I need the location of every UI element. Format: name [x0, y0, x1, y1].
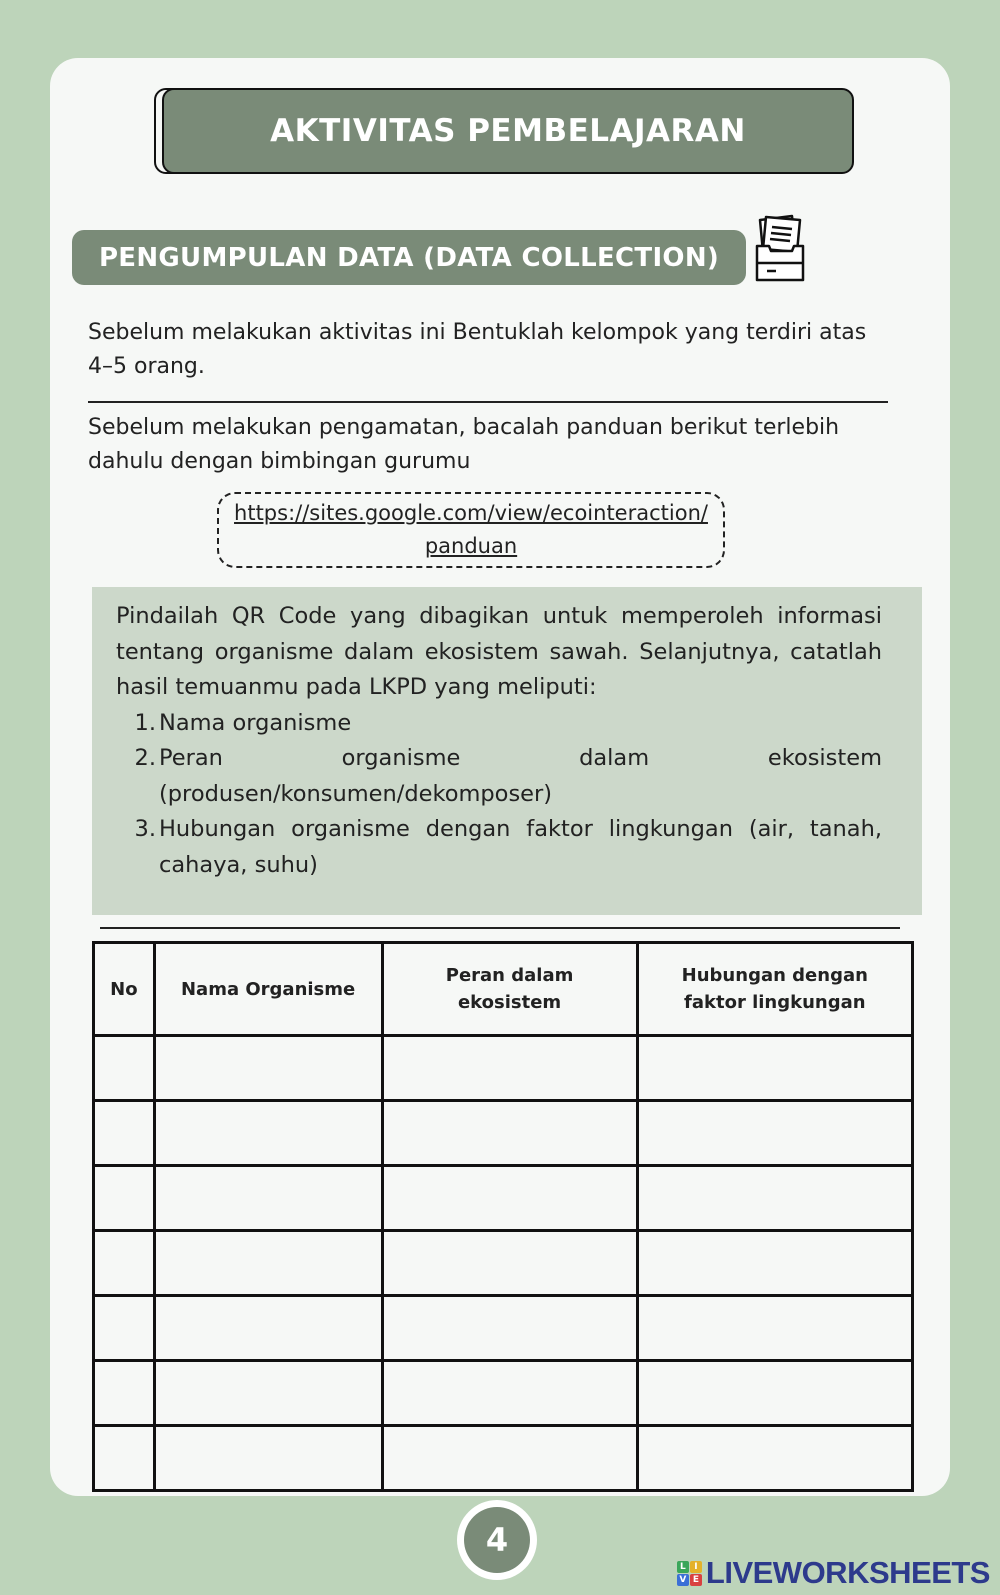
list-item: [116, 706, 882, 742]
title-banner: [154, 88, 854, 174]
table-cell[interactable]: [382, 1036, 637, 1101]
divider: [100, 927, 900, 929]
brand-logo[interactable]: [677, 1555, 990, 1591]
table-cell[interactable]: [94, 1036, 155, 1101]
table-cell[interactable]: [637, 1231, 912, 1296]
table-row: [94, 1036, 913, 1101]
table-cell[interactable]: [382, 1101, 637, 1166]
header-role: Peran dalam ekosistem: [382, 943, 637, 1036]
table-cell[interactable]: [154, 1426, 382, 1491]
table-cell[interactable]: [637, 1426, 912, 1491]
table-cell[interactable]: [94, 1101, 155, 1166]
guide-link[interactable]: [217, 492, 725, 568]
table-cell[interactable]: [94, 1426, 155, 1491]
list-number: 3.: [134, 816, 156, 842]
table-cell[interactable]: [154, 1361, 382, 1426]
brand-name: LIVEWORKSHEETS: [705, 1555, 990, 1590]
table-cell[interactable]: [382, 1231, 637, 1296]
table-row: [94, 1361, 913, 1426]
section-heading: PENGUMPULAN DATA (DATA COLLECTION): [72, 230, 746, 285]
page-number: 4: [464, 1507, 530, 1573]
table-row: [94, 1231, 913, 1296]
list-number: 2.: [134, 745, 156, 771]
table-cell[interactable]: [94, 1361, 155, 1426]
observation-table: [92, 941, 914, 1492]
table-header-row: [94, 943, 913, 1036]
list-number: 1.: [134, 709, 156, 736]
table-cell[interactable]: [154, 1231, 382, 1296]
list-text-continued: (produsen/konsumen/dekomposer): [159, 780, 553, 807]
page-number-badge: [457, 1500, 537, 1580]
table-cell[interactable]: [94, 1231, 155, 1296]
table-row: [94, 1426, 913, 1491]
table-cell[interactable]: [637, 1296, 912, 1361]
guide-link-text[interactable]: https://sites.google.com/view/ecointeraction/panduan: [234, 501, 708, 558]
table-row: [94, 1296, 913, 1361]
table-cell[interactable]: [382, 1426, 637, 1491]
list-item: [116, 741, 882, 812]
table-row: [94, 1101, 913, 1166]
header-organism-name: Nama Organisme: [154, 943, 382, 1036]
table-cell[interactable]: [154, 1296, 382, 1361]
group-instruction: Sebelum melakukan aktivitas ini Bentuklah kelompok yang terdiri atas 4–5 orang.: [88, 320, 867, 379]
table-cell[interactable]: [154, 1101, 382, 1166]
page-title: AKTIVITAS PEMBELAJARAN: [162, 88, 854, 174]
list-text-wrap: [159, 741, 882, 812]
task-panel: [92, 587, 922, 915]
header-no: No: [94, 943, 155, 1036]
guide-instruction: Sebelum melakukan pengamatan, bacalah panduan berikut terlebih dahulu dengan bimbingan gurumu: [88, 415, 840, 474]
list-item: [116, 812, 882, 883]
header-relation: Hubungan dengan faktor lingkungan: [637, 943, 912, 1036]
document-box-icon: [752, 214, 810, 284]
list-text: Nama organisme: [159, 709, 352, 736]
table-cell[interactable]: [382, 1361, 637, 1426]
divider: [88, 401, 888, 403]
list-text: Peran organisme dalam ekosistem: [159, 745, 882, 771]
table-cell[interactable]: [154, 1036, 382, 1101]
table-cell[interactable]: [382, 1166, 637, 1231]
table-cell[interactable]: [154, 1166, 382, 1231]
table-cell[interactable]: [637, 1036, 912, 1101]
table-cell[interactable]: [637, 1166, 912, 1231]
table-row: [94, 1166, 913, 1231]
table-cell[interactable]: [382, 1296, 637, 1361]
list-text: Hubungan organisme dengan faktor lingkungan (air, tanah, cahaya, suhu): [159, 816, 882, 878]
table-cell[interactable]: [94, 1166, 155, 1231]
liveworksheets-icon: L I V E: [677, 1561, 702, 1586]
task-intro: Pindailah QR Code yang dibagikan untuk memperoleh informasi tentang organisme dalam ekosistem sawah. Selanjutnya, catatlah hasil temuanmu pada LKPD yang meliputi:: [116, 603, 882, 700]
table-cell[interactable]: [94, 1296, 155, 1361]
table-cell[interactable]: [637, 1361, 912, 1426]
task-list: [116, 706, 882, 884]
table-body: [94, 1036, 913, 1491]
table-cell[interactable]: [637, 1101, 912, 1166]
